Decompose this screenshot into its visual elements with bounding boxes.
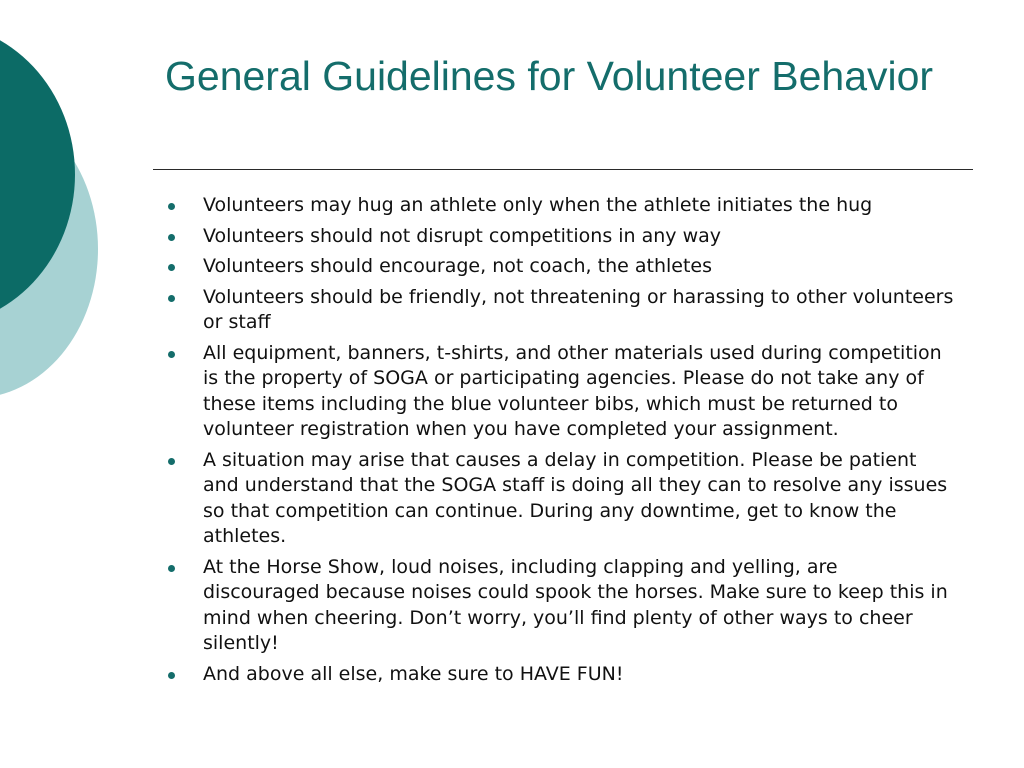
list-item — [165, 555, 955, 657]
bullet-dot-icon — [168, 565, 175, 572]
title-divider — [153, 169, 973, 170]
list-item — [165, 285, 955, 336]
bullet-dot-icon — [168, 203, 175, 210]
bullet-dot-icon — [168, 264, 175, 271]
bullet-list — [165, 193, 955, 692]
list-item-text: And above all else, make sure to HAVE FUN! — [203, 662, 624, 685]
bullet-dot-icon — [168, 234, 175, 241]
list-item — [165, 448, 955, 550]
list-item — [165, 341, 955, 443]
list-item-text: All equipment, banners, t-shirts, and other materials used during competition is the property of SOGA or participating agencies. Please do not take any of these items including the blue volunteer bibs, which must be returned to volunteer registration when you have completed your assignment. — [203, 341, 942, 440]
list-item — [165, 254, 955, 280]
list-item — [165, 193, 955, 219]
list-item-text: At the Horse Show, loud noises, including clapping and yelling, are discouraged because noises could spook the horses. Make sure to keep this in mind when cheering. Don’t worry, you’ll find plenty of other ways to cheer silently! — [203, 555, 948, 654]
list-item — [165, 662, 955, 688]
bullet-dot-icon — [168, 458, 175, 465]
list-item-text: Volunteers should encourage, not coach, the athletes — [203, 255, 713, 277]
list-item-text: Volunteers should not disrupt competitions in any way — [203, 224, 722, 247]
list-item — [165, 224, 955, 250]
list-item-text: Volunteers should be friendly, not threatening or harassing to other volunteers or staff — [203, 285, 954, 333]
bullet-dot-icon — [168, 351, 175, 358]
slide-title: General Guidelines for Volunteer Behavior — [165, 53, 934, 99]
list-item-text: Volunteers may hug an athlete only when the athlete initiates the hug — [203, 194, 873, 216]
bullet-dot-icon — [168, 672, 175, 679]
list-item-text: A situation may arise that causes a delay in competition. Please be patient and understand that the SOGA staff is doing all they can to resolve any issues so that competition can continue. During any downtime, get to know the athletes. — [203, 448, 948, 547]
bullet-dot-icon — [168, 295, 175, 302]
